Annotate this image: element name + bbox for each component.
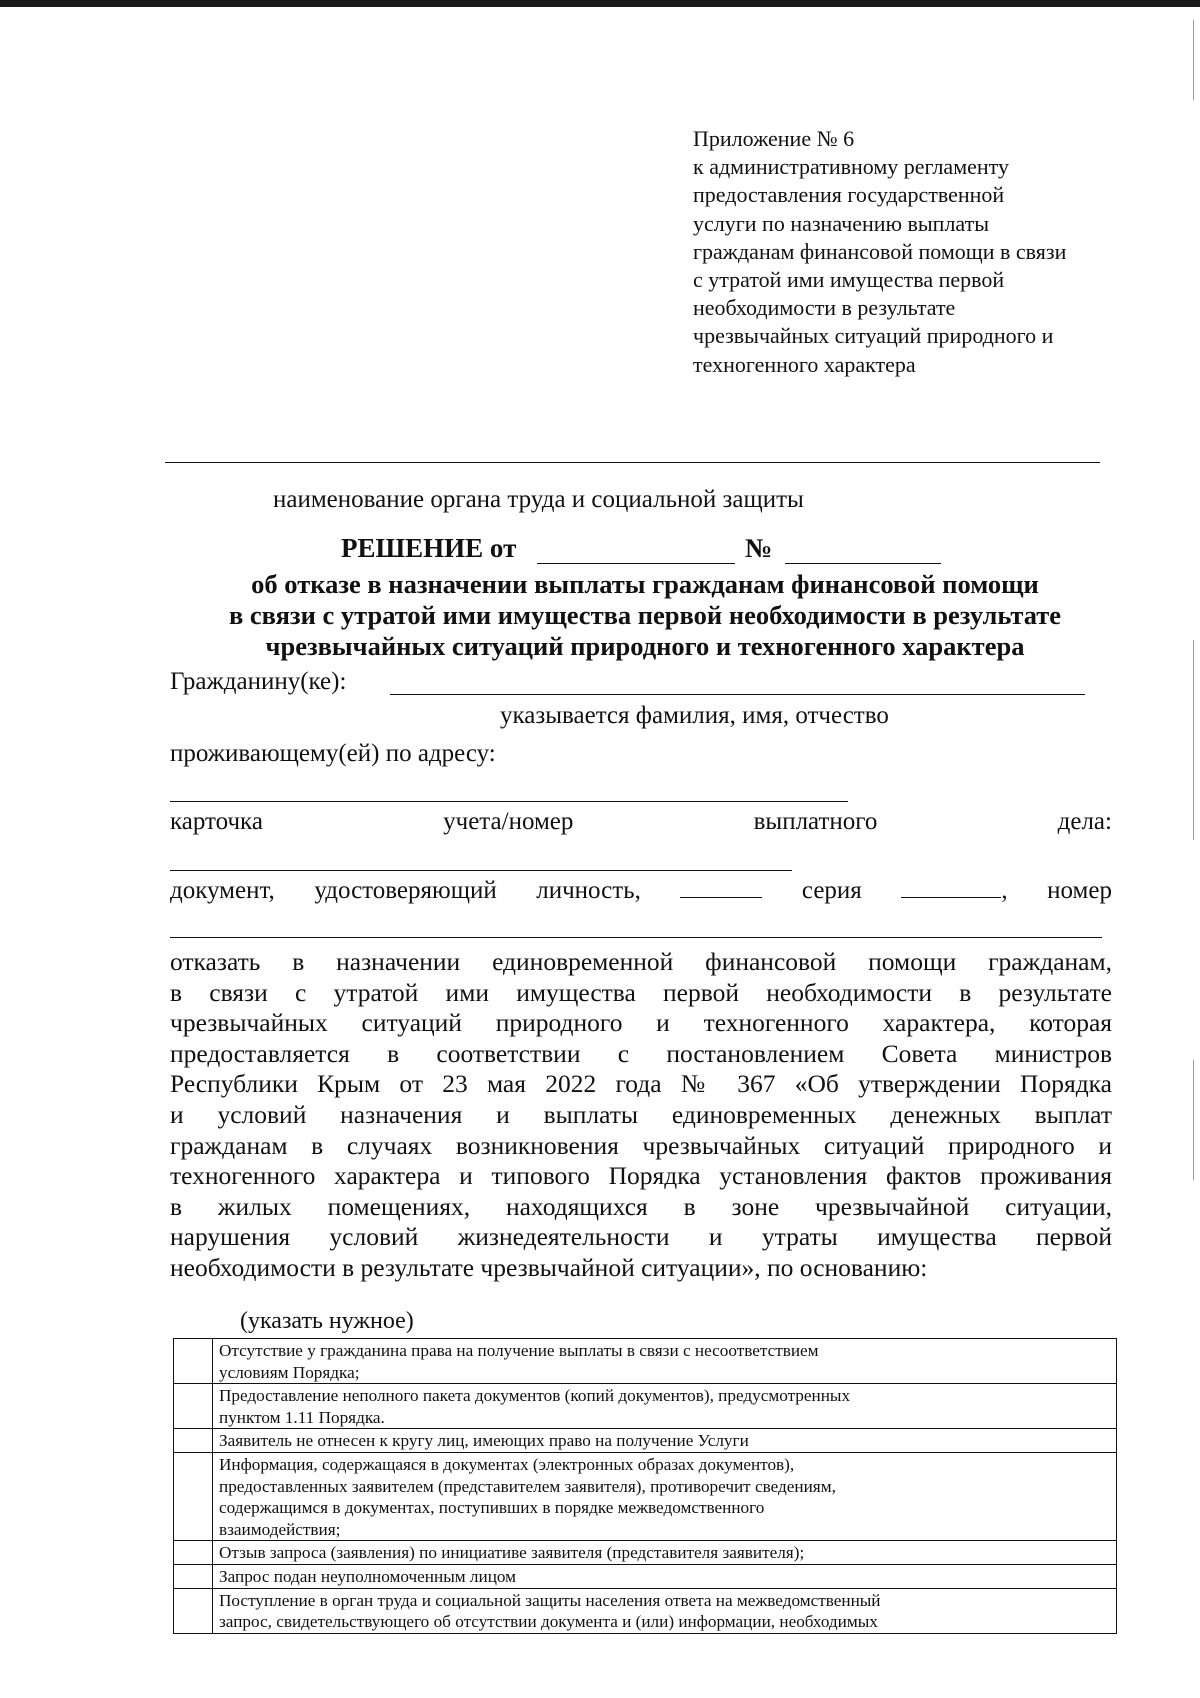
appendix-line: необходимости в результате — [693, 295, 956, 321]
reasons-table — [173, 1338, 1117, 1634]
appendix-block — [693, 125, 1113, 379]
card-word: дела: — [1057, 808, 1112, 835]
decision-number-line — [785, 563, 941, 564]
reason-checkbox[interactable] — [174, 1564, 213, 1588]
body-line: в жилых помещениях, находящихся в зоне чрезвычайной ситуации, — [170, 1191, 1112, 1221]
series-blank — [901, 875, 1001, 898]
reason-checkbox[interactable] — [174, 1384, 213, 1429]
instruction-note: (указать нужное) — [240, 1308, 414, 1334]
reason-text — [213, 1339, 1117, 1384]
reason-line: запрос, свидетельствующего об отсутствии документа и (или) информации, необходимых — [219, 1612, 878, 1632]
table-row — [174, 1564, 1117, 1588]
card-word: выплатного — [753, 808, 878, 835]
appendix-line: техногенного характера — [693, 351, 916, 377]
scan-top-border — [0, 0, 1200, 7]
reason-line: Поступление в орган труда и социальной защиты населения ответа на межведомственный — [219, 1590, 881, 1610]
table-row — [174, 1452, 1117, 1540]
series-label: серия — [801, 877, 862, 904]
card-row — [170, 808, 1112, 836]
table-row — [174, 1541, 1117, 1565]
body-line: нарушения условий жизнедеятельности и утраты имущества первой — [170, 1222, 1112, 1252]
body-line: и условий назначения и выплаты единовременных денежных выплат — [170, 1099, 1112, 1129]
citizen-name-line — [390, 694, 1085, 695]
reason-text — [213, 1588, 1117, 1633]
document-word: документ, — [170, 877, 275, 904]
body-line: техногенного характера и типового Порядка установления фактов проживания — [170, 1161, 1112, 1191]
citizen-label: Гражданину(ке): — [170, 668, 347, 695]
reason-text — [213, 1384, 1117, 1429]
body-line: необходимости в результате чрезвычайной ситуации», по основанию: — [170, 1252, 928, 1282]
body-line: чрезвычайных ситуаций природного и техногенного характера, которая — [170, 1008, 1112, 1038]
appendix-line: чрезвычайных ситуаций природного и — [693, 323, 1054, 349]
body-line: в связи с утратой ими имущества первой необходимости в результате — [170, 977, 1112, 1007]
body-line: предоставляется в соответствии с постановлением Совета министров — [170, 1038, 1112, 1068]
document-word: личность, — [536, 877, 641, 904]
scan-edge-mark — [1193, 1060, 1194, 1180]
reason-line: Заявитель не отнесен к кругу лиц, имеющих право на получение Услуги — [219, 1431, 749, 1451]
decision-number-sign: № — [745, 533, 773, 563]
reason-text — [213, 1541, 1117, 1565]
series-comma: , — [1001, 877, 1008, 904]
document-word: удостоверяющий — [314, 877, 497, 904]
decision-subtitle-line: чрезвычайных ситуаций природного и техногенного характера — [265, 631, 1025, 661]
address-label: проживающему(ей) по адресу: — [170, 740, 496, 767]
card-word: учета/номер — [443, 808, 574, 835]
appendix-line: с утратой ими имущества первой — [693, 267, 1005, 293]
body-line: гражданам в случаях возникновения чрезвычайных ситуаций природного и — [170, 1130, 1112, 1160]
reason-text — [213, 1564, 1117, 1588]
reason-text — [213, 1452, 1117, 1540]
reason-line: содержащимся в документах, поступивших в порядке межведомственного — [219, 1498, 765, 1518]
body-line: Республики Крым от 23 мая 2022 года № 367 «Об утверждении Порядка — [170, 1069, 1112, 1099]
table-row — [174, 1429, 1117, 1453]
address-line — [170, 801, 848, 802]
table-row — [174, 1588, 1117, 1633]
scan-edge-mark — [1193, 20, 1194, 100]
table-row — [174, 1339, 1117, 1384]
reason-line: Информация, содержащаяся в документах (электронных образах документов), — [219, 1454, 795, 1474]
document-number-line — [170, 937, 1102, 938]
document-type-blank — [680, 875, 762, 898]
decision-body — [170, 947, 1112, 1284]
body-line: отказать в назначении единовременной финансовой помощи гражданам, — [170, 947, 1112, 976]
card-number-line — [170, 870, 792, 871]
decision-subtitle-line: об отказе в назначении выплаты гражданам финансовой помощи — [251, 569, 1039, 599]
reason-text — [213, 1429, 1117, 1453]
series-field — [901, 875, 1007, 905]
reason-checkbox[interactable] — [174, 1339, 213, 1384]
citizen-name-hint: указывается фамилия, имя, отчество — [500, 702, 889, 729]
number-label: номер — [1047, 877, 1112, 904]
reason-line: Предоставление неполного пакета документов (копий документов), предусмотренных — [219, 1386, 851, 1406]
appendix-line: гражданам финансовой помощи в связи — [693, 238, 1067, 264]
authority-name-line — [165, 462, 1100, 463]
decision-subtitle-line: в связи с утратой ими имущества первой необходимости в результате — [228, 600, 1062, 630]
appendix-line: услуги по назначению выплаты — [693, 210, 990, 236]
reason-checkbox[interactable] — [174, 1429, 213, 1453]
decision-date-line — [537, 563, 735, 564]
reason-line: пунктом 1.11 Порядка. — [219, 1407, 385, 1427]
reason-line: Запрос подан неуполномоченным лицом — [219, 1566, 517, 1586]
authority-caption: наименование органа труда и социальной защиты — [273, 486, 804, 513]
reason-line: условиям Порядка; — [219, 1362, 360, 1382]
appendix-line: Приложение № 6 — [693, 126, 855, 151]
reason-checkbox[interactable] — [174, 1452, 213, 1540]
scan-edge-mark — [1193, 640, 1194, 840]
reason-checkbox[interactable] — [174, 1588, 213, 1633]
table-row — [174, 1384, 1117, 1429]
decision-title: РЕШЕНИЕ от — [341, 533, 517, 563]
reason-line: предоставленных заявителем (представителем заявителя), противоречит сведениям, — [219, 1476, 836, 1496]
document-row — [170, 875, 1112, 905]
reason-line: Отсутствие у гражданина права на получение выплаты в связи с несоответствием — [219, 1341, 819, 1360]
reason-line: Отзыв запроса (заявления) по инициативе заявителя (представителя заявителя); — [219, 1543, 805, 1563]
appendix-line: предоставления государственной — [693, 182, 1005, 208]
reason-line: взаимодействия; — [219, 1519, 341, 1539]
reason-checkbox[interactable] — [174, 1541, 213, 1565]
card-word: карточка — [170, 808, 263, 835]
appendix-line: к административному регламенту — [693, 154, 1009, 180]
